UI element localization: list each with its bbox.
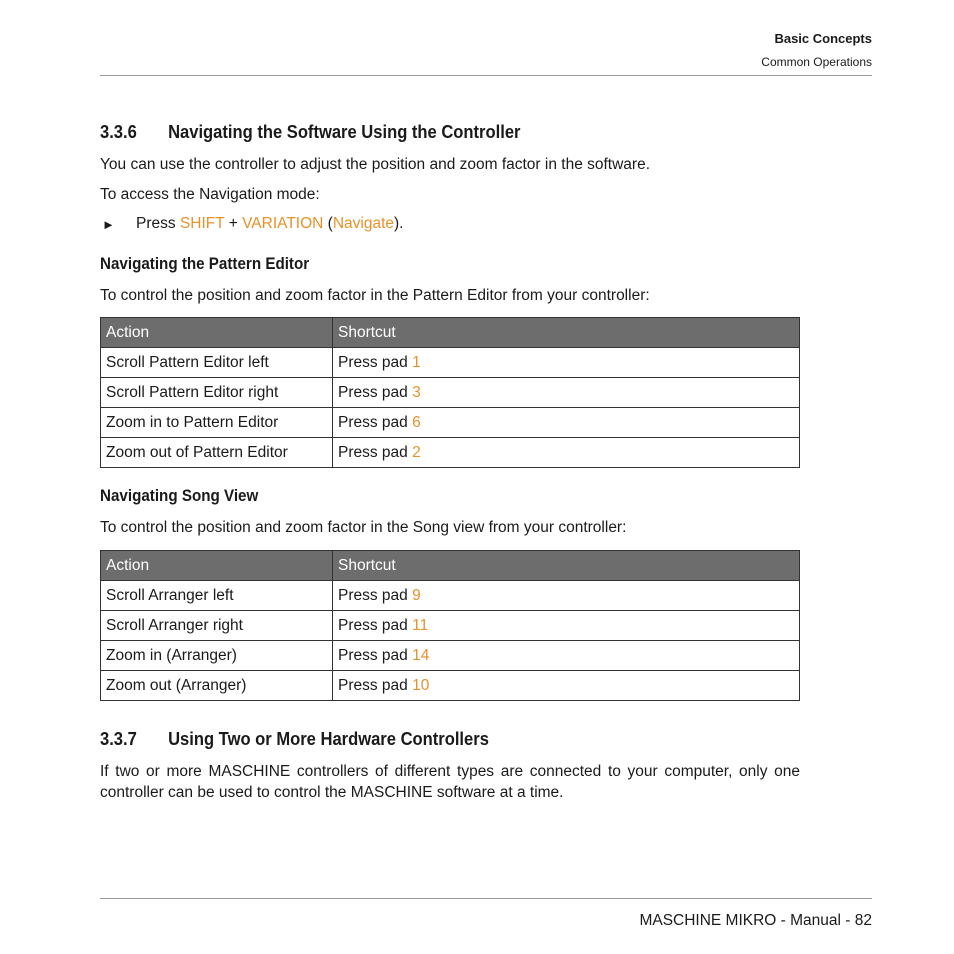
bullet-arrow-icon: ► — [102, 217, 115, 232]
key-shift: SHIFT — [179, 215, 225, 232]
shortcut-text: Press pad — [338, 413, 413, 431]
shortcut-cell — [333, 438, 800, 468]
pad-number: 10 — [412, 676, 430, 694]
song-view-table — [100, 550, 800, 701]
action-cell: Zoom out of Pattern Editor — [101, 438, 333, 468]
section-number: 3.3.7 — [100, 729, 137, 749]
pad-number: 1 — [412, 353, 421, 371]
shortcut-text: Press pad — [338, 443, 413, 461]
pad-number: 14 — [412, 646, 430, 664]
running-header-section: Common Operations — [761, 55, 872, 69]
table-row — [101, 611, 800, 641]
table-row — [101, 378, 800, 408]
pattern-intro: To control the position and zoom factor in the Pattern Editor from your controller: — [100, 287, 650, 304]
pad-number: 3 — [412, 383, 421, 401]
column-header-action: Action — [101, 551, 333, 581]
table-row — [101, 408, 800, 438]
section-heading-3-3-7 — [100, 729, 489, 750]
pattern-editor-table — [100, 317, 800, 468]
action-cell: Zoom in (Arranger) — [101, 641, 333, 671]
shortcut-cell — [333, 671, 800, 701]
action-cell: Zoom in to Pattern Editor — [101, 408, 333, 438]
step-plus: + — [224, 215, 243, 232]
section-number: 3.3.6 — [100, 122, 137, 142]
shortcut-cell — [333, 348, 800, 378]
shortcut-text: Press pad — [338, 353, 413, 371]
table-row — [101, 641, 800, 671]
access-paragraph: To access the Navigation mode: — [100, 186, 320, 203]
shortcut-text: Press pad — [338, 586, 413, 604]
pad-number: 9 — [412, 586, 421, 604]
step-text: Press — [136, 215, 180, 232]
section-title: Using Two or More Hardware Controllers — [168, 729, 489, 749]
controllers-paragraph: If two or more MASCHINE controllers of different types are connected to your computer, only one controller can be used to control the MASCHINE software at a time. — [100, 763, 800, 801]
table-row — [101, 438, 800, 468]
running-header-chapter: Basic Concepts — [774, 31, 872, 46]
song-intro: To control the position and zoom factor in the Song view from your controller: — [100, 519, 627, 536]
section-title: Navigating the Software Using the Controller — [168, 122, 521, 142]
pad-number: 2 — [412, 443, 421, 461]
pad-number: 11 — [412, 616, 429, 634]
shortcut-cell — [333, 641, 800, 671]
instruction-step — [136, 215, 403, 233]
shortcut-text: Press pad — [338, 676, 413, 694]
action-cell: Zoom out (Arranger) — [101, 671, 333, 701]
page-footer: MASCHINE MIKRO - Manual - 82 — [639, 912, 872, 929]
shortcut-text: Press pad — [338, 616, 413, 634]
subheading-pattern-editor: Navigating the Pattern Editor — [100, 255, 310, 273]
table-row — [101, 581, 800, 611]
column-header-action: Action — [101, 318, 333, 348]
intro-paragraph: You can use the controller to adjust the position and zoom factor in the software. — [100, 156, 651, 173]
pad-number: 6 — [412, 413, 421, 431]
header-rule — [100, 75, 872, 76]
table-row — [101, 671, 800, 701]
section-heading-3-3-6 — [100, 122, 520, 143]
action-cell: Scroll Arranger right — [101, 611, 333, 641]
action-cell: Scroll Arranger left — [101, 581, 333, 611]
table-header-row — [101, 318, 800, 348]
step-paren-close: ). — [394, 215, 404, 232]
table-header-row — [101, 551, 800, 581]
key-variation: VARIATION — [242, 215, 324, 232]
shortcut-cell — [333, 611, 800, 641]
action-cell: Scroll Pattern Editor left — [101, 348, 333, 378]
shortcut-text: Press pad — [338, 646, 413, 664]
column-header-shortcut: Shortcut — [333, 551, 800, 581]
footer-rule — [100, 898, 872, 899]
shortcut-text: Press pad — [338, 383, 413, 401]
shortcut-cell — [333, 378, 800, 408]
step-paren-open: ( — [323, 215, 333, 232]
subheading-song-view: Navigating Song View — [100, 487, 259, 505]
column-header-shortcut: Shortcut — [333, 318, 800, 348]
shortcut-cell — [333, 581, 800, 611]
table-row — [101, 348, 800, 378]
key-navigate: Navigate — [332, 215, 395, 232]
action-cell: Scroll Pattern Editor right — [101, 378, 333, 408]
shortcut-cell — [333, 408, 800, 438]
